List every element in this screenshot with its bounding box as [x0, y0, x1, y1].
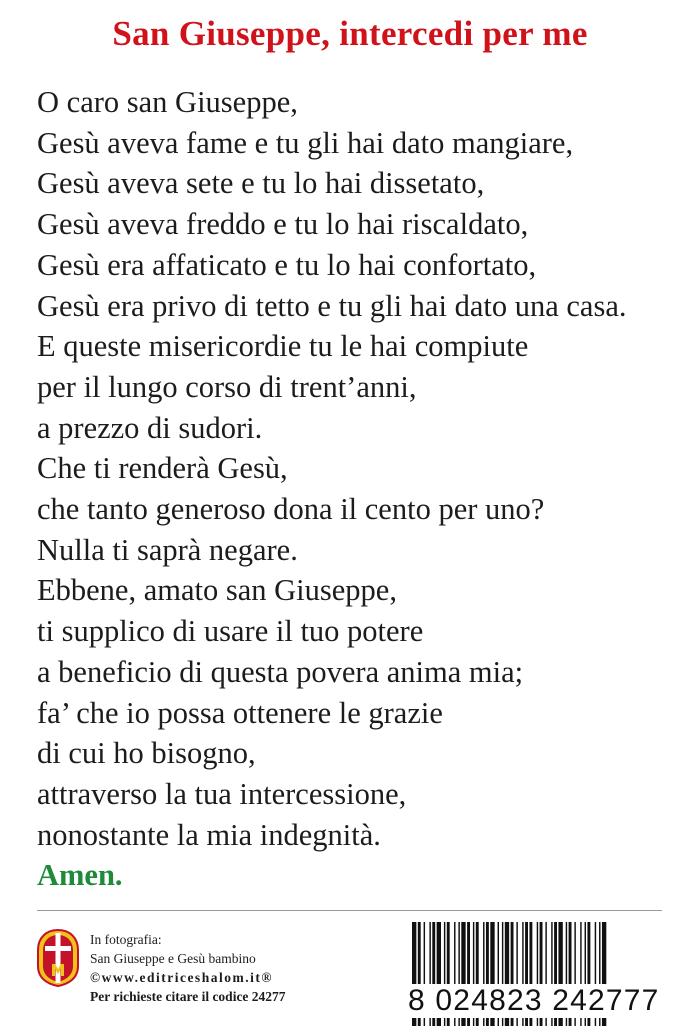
website-link[interactable]: ©www.editriceshalom.it® [90, 970, 273, 985]
prayer-line: Gesù aveva fame e tu gli hai dato mangiare, [37, 125, 574, 160]
photo-label: In fotografia: [90, 932, 162, 947]
prayer-line: per il lungo corso di trent’anni, [37, 369, 417, 404]
shalom-cross-shield-icon [36, 928, 80, 988]
footer-divider [37, 910, 662, 911]
prayer-line: a prezzo di sudori. [37, 410, 263, 445]
prayer-line: che tanto generoso dona il cento per uno? [37, 492, 545, 527]
prayer-line: Che ti renderà Gesù, [37, 451, 288, 486]
product-code-note: Per richieste citare il codice 24277 [90, 989, 286, 1004]
prayer-line: fa’ che io possa ottenere le grazie [37, 695, 443, 730]
prayer-line: E queste misericordie tu le hai compiute [37, 329, 529, 364]
amen-text: Amen. [37, 858, 123, 893]
prayer-line: attraverso la tua intercessione, [37, 776, 407, 811]
prayer-text [37, 82, 677, 896]
prayer-line: nonostante la mia indegnità. [37, 817, 381, 852]
footer-credits [90, 930, 286, 1006]
prayer-line: O caro san Giuseppe, [37, 85, 298, 119]
prayer-line: ti supplico di usare il tuo potere [37, 614, 424, 649]
prayer-line: Ebbene, amato san Giuseppe, [37, 573, 397, 608]
prayer-line: Gesù era privo di tetto e tu gli hai dato una casa. [37, 288, 627, 323]
prayer-line: a beneficio di questa povera anima mia; [37, 654, 524, 689]
barcode-number: 8 024823 242777 [408, 984, 692, 1018]
prayer-line: Gesù aveva freddo e tu lo hai riscaldato, [37, 207, 529, 242]
prayer-line: di cui ho bisogno, [37, 736, 256, 771]
prayer-line: Gesù aveva sete e tu lo hai dissetato, [37, 166, 485, 201]
prayer-line: Gesù era affaticato e tu lo hai confortato, [37, 247, 537, 282]
photo-subject: San Giuseppe e Gesù bambino [90, 951, 256, 966]
prayer-line: Nulla ti saprà negare. [37, 532, 298, 567]
page-title: San Giuseppe, intercedi per me [112, 14, 588, 53]
